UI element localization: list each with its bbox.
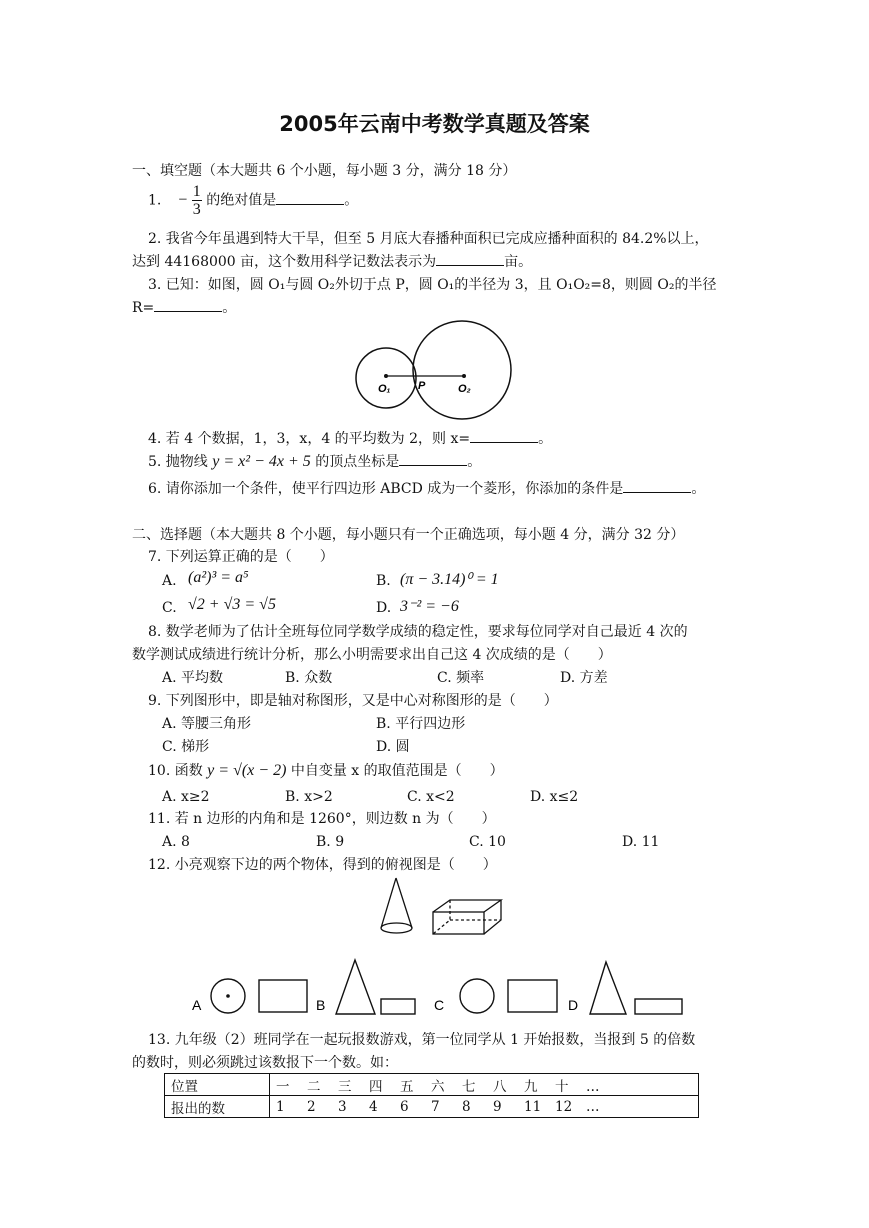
table-cell: … (586, 1098, 600, 1115)
q9-option-c[interactable]: C. 梯形 (162, 739, 210, 755)
table-row (165, 1096, 699, 1118)
question-12-stem: 12. 小亮观察下边的两个物体，得到的俯视图是（ ） (148, 857, 497, 873)
label-p: P (418, 380, 426, 392)
table-cell: 六 (431, 1078, 445, 1095)
question-3-line2 (132, 299, 236, 317)
table-cell: 九 (524, 1078, 538, 1095)
table-cell: 八 (493, 1078, 507, 1095)
label-o1: O₁ (378, 383, 391, 395)
q3-text: R= (132, 300, 155, 316)
question-5 (148, 453, 481, 471)
question-6 (148, 480, 705, 498)
table-cell: 8 (462, 1098, 471, 1115)
q6-answer-blank[interactable] (623, 480, 691, 493)
q11-option-a[interactable]: A. 8 (162, 834, 190, 850)
q1-number: 1. (148, 192, 162, 209)
q8-option-c[interactable]: C. 频率 (437, 670, 485, 686)
q7-option-c[interactable]: √2 + √3 = √5 (188, 596, 276, 613)
q7-option-a-label[interactable]: A. (162, 573, 177, 589)
table-cell: 6 (400, 1098, 409, 1115)
numbers-cell (270, 1096, 699, 1118)
question-8-line2: 数学测试成绩进行统计分析，那么小明需要求出自己这 4 次成绩的是（ ） (132, 647, 612, 663)
q11-option-c[interactable]: C. 10 (469, 834, 506, 850)
question-3-line1: 3. 已知：如图，圆 O₁与圆 O₂外切于点 P，圆 O₁的半径为 3，且 O₁O₂=8，则圆 O₂的半径 (148, 277, 717, 293)
table-cell: 四 (369, 1078, 383, 1095)
q9-option-d[interactable]: D. 圆 (376, 739, 410, 755)
q3-end: 。 (222, 300, 237, 316)
q3-answer-blank[interactable] (154, 299, 222, 312)
table-cell: 十 (555, 1078, 569, 1095)
q1-text: 的绝对值是 (206, 192, 277, 209)
q7-option-b[interactable]: (π − 3.14)⁰ = 1 (400, 571, 499, 588)
q4-answer-blank[interactable] (470, 430, 538, 443)
table-row (165, 1074, 699, 1096)
q12-choice-b-label[interactable]: B (316, 997, 326, 1013)
table-cell: 七 (462, 1078, 476, 1095)
q10-text: 10. 函数 (148, 763, 203, 779)
q5-text-2: 的顶点坐标是 (315, 454, 400, 470)
q12-a-rectangle (259, 980, 307, 1012)
question-13-line2: 的数时，则必须跳过该数报下一个数。如： (132, 1055, 398, 1071)
section1-header: 一、填空题（本大题共 6 个小题，每小题 3 分，满分 18 分） (132, 163, 517, 179)
q12-c-rectangle (508, 980, 557, 1012)
q9-option-b[interactable]: B. 平行四边形 (376, 716, 466, 732)
row-label-position: 位置 (165, 1074, 270, 1096)
q8-option-b[interactable]: B. 众数 (285, 670, 333, 686)
question-8-line1: 8. 数学老师为了估计全班每位同学数学成绩的稳定性，要求每位同学对自己最近 4 次的 (148, 624, 688, 640)
q4-end: 。 (538, 431, 553, 447)
table-cell: … (586, 1078, 600, 1095)
cone-and-box-figure (370, 876, 510, 940)
q7-option-b-label[interactable]: B. (376, 573, 391, 589)
question-1 (148, 183, 358, 218)
q2-answer-blank[interactable] (436, 253, 504, 266)
table-cell: 五 (400, 1078, 414, 1095)
question-2-line2 (132, 253, 532, 271)
q5-answer-blank[interactable] (399, 453, 467, 466)
page-title: 2005年云南中考数学真题及答案 (279, 112, 590, 136)
q7-option-d-label[interactable]: D. (376, 600, 392, 616)
q1-answer-blank[interactable] (276, 192, 344, 205)
q12-choice-d-label[interactable]: D (568, 997, 579, 1013)
table-cell: 11 (524, 1098, 542, 1115)
cone-base (381, 923, 412, 933)
q8-option-a[interactable]: A. 平均数 (162, 670, 224, 686)
tangent-circles-figure (350, 318, 520, 424)
q12-choice-a-label[interactable]: A (192, 997, 202, 1013)
question-10-stem (148, 762, 504, 780)
q1-fraction-denominator: 3 (192, 201, 201, 218)
q2-end: 亩。 (504, 254, 533, 270)
table-cell: 7 (431, 1098, 440, 1115)
question-13-line1: 13. 九年级（2）班同学在一起玩报数游戏，第一位同学从 1 开始报数，当报到 5 的倍数 (148, 1032, 696, 1048)
q5-text: 5. 抛物线 (148, 454, 208, 470)
table-cell: 三 (338, 1078, 352, 1095)
center-o2-point (462, 374, 466, 378)
q12-c-circle (460, 979, 494, 1013)
table-cell: 3 (338, 1098, 347, 1115)
center-o1-point (384, 374, 388, 378)
circle-o2 (413, 321, 511, 419)
question-2-line1: 2. 我省今年虽遇到特大干旱，但至 5 月底大春播种面积已完成应播种面积的 84.2%以上， (148, 231, 709, 247)
q12-b-triangle (336, 960, 375, 1014)
q9-option-a[interactable]: A. 等腰三角形 (162, 716, 252, 732)
q12-choices-figure (190, 958, 690, 1020)
q1-fraction (192, 183, 202, 218)
q1-end: 。 (344, 192, 359, 209)
question-4 (148, 430, 552, 448)
table-cell: 2 (307, 1098, 316, 1115)
q10-option-d[interactable]: D. x≤2 (530, 789, 579, 805)
q12-d-rectangle (635, 999, 682, 1014)
q12-a-center-dot (226, 994, 230, 998)
cone-sides (381, 878, 412, 928)
positions-cell (270, 1074, 699, 1096)
q5-formula: y = x² − 4x + 5 (212, 453, 311, 470)
q10-option-a[interactable]: A. x≥2 (162, 789, 210, 805)
q8-option-d[interactable]: D. 方差 (560, 670, 608, 686)
q11-option-b[interactable]: B. 9 (316, 834, 345, 850)
table-cell: 二 (307, 1078, 321, 1095)
question-9-stem: 9. 下列图形中，即是轴对称图形，又是中心对称图形的是（ ） (148, 693, 558, 709)
q1-fraction-numerator: 1 (192, 183, 201, 200)
q2-text: 达到 44168000 亩，这个数用科学记数法表示为 (132, 254, 437, 270)
q12-choice-c-label[interactable]: C (434, 997, 445, 1013)
table-cell: 4 (369, 1098, 378, 1115)
q11-option-d[interactable]: D. 11 (622, 834, 660, 850)
q4-text: 4. 若 4 个数据，1，3，x，4 的平均数为 2，则 x= (148, 431, 471, 447)
q7-option-a[interactable]: (a²)³ = a⁵ (188, 569, 249, 586)
question-11-stem: 11. 若 n 边形的内角和是 1260°，则边数 n 为（ ） (148, 811, 496, 827)
q10-text-2: 中自变量 x 的取值范围是（ ） (290, 763, 504, 779)
row-label-numbers: 报出的数 (165, 1096, 270, 1118)
q1-minus: − (178, 191, 188, 209)
q10-option-c[interactable]: C. x<2 (407, 789, 455, 805)
table-cell: 12 (555, 1098, 573, 1115)
q10-formula: y = √(x − 2) (207, 762, 287, 779)
q6-end: 。 (691, 481, 706, 497)
q12-b-rectangle (381, 999, 415, 1014)
table-cell: 9 (493, 1098, 502, 1115)
question-7-stem: 7. 下列运算正确的是（ ） (148, 549, 334, 565)
cuboid (433, 900, 501, 934)
q6-text: 6. 请你添加一个条件，使平行四边形 ABCD 成为一个菱形，你添加的条件是 (148, 481, 624, 497)
counting-game-table (164, 1073, 699, 1118)
q10-option-b[interactable]: B. x>2 (285, 789, 333, 805)
q5-end: 。 (467, 454, 482, 470)
q7-option-d[interactable]: 3⁻² = −6 (400, 598, 459, 615)
section2-header: 二、选择题（本大题共 8 个小题，每小题只有一个正确选项，每小题 4 分，满分 32 分） (132, 527, 685, 543)
table-cell: 一 (276, 1078, 290, 1095)
q7-option-c-label[interactable]: C. (162, 600, 177, 616)
table-cell: 1 (276, 1098, 285, 1115)
q12-d-triangle (590, 962, 626, 1014)
label-o2: O₂ (458, 383, 471, 395)
